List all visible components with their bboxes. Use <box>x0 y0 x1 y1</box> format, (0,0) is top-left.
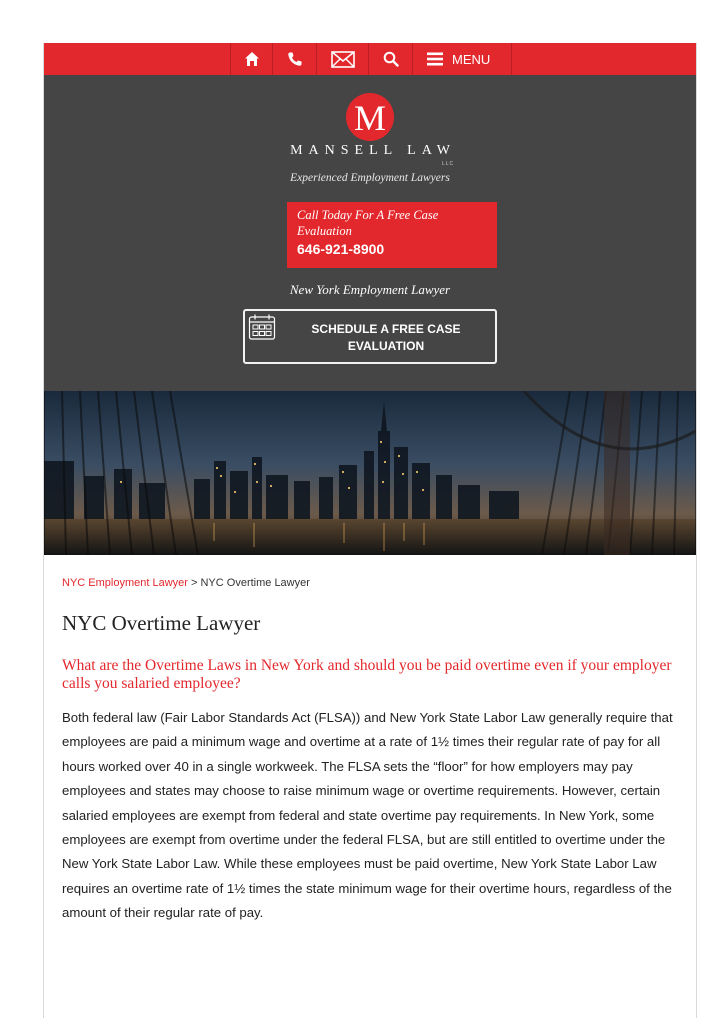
search-button[interactable] <box>368 43 412 75</box>
logo-name[interactable]: MANSELL LAW <box>290 143 456 158</box>
hamburger-icon <box>427 52 443 66</box>
home-icon <box>244 51 260 67</box>
mail-icon <box>331 51 355 68</box>
calendar-icon <box>248 313 276 341</box>
breadcrumb <box>62 577 310 589</box>
city-skyline-banner <box>44 391 696 555</box>
call-cta-box[interactable] <box>287 202 497 268</box>
logo-llc: LLC <box>442 161 455 167</box>
schedule-label: SCHEDULE A FREE CASE EVALUATION <box>311 322 461 353</box>
home-button[interactable] <box>230 43 272 75</box>
menu-label: MENU <box>452 51 491 67</box>
site-header <box>44 75 696 391</box>
menu-button[interactable] <box>412 43 512 75</box>
header-subtitle: New York Employment Lawyer <box>289 282 451 297</box>
logo-mark[interactable] <box>346 93 394 141</box>
search-icon <box>383 51 399 67</box>
page-title: NYC Overtime Lawyer <box>62 611 261 635</box>
cta-phone-number[interactable]: 646-921-8900 <box>297 241 385 257</box>
phone-icon <box>287 51 303 67</box>
breadcrumb-current: NYC Overtime Lawyer <box>200 577 310 589</box>
breadcrumb-link-employment-lawyer[interactable]: NYC Employment Lawyer <box>62 577 188 589</box>
body-paragraph: Both federal law (Fair Labor Standards Act (FLSA)) and New York State Labor Law generally require that employees are paid a minimum wage and overtime at a rate of 1½ times their regular rate of pay for all hours worked over 40 in a single workweek. The FLSA sets the “floor” for how employers may pay employees and states may choose to raise minimum wage or overtime requirements. However, certain salaried employees are exempt from federal and state overtime pay requirements. In New York, some employees are exempt from overtime under the federal FLSA, but are still entitled to overtime under the New York State Labor Law. While these employees must be paid overtime, New York State Labor Law requires an overtime rate of 1½ times the state minimum wage for their overtime hours, regardless of the amount of their regular rate of pay. <box>62 710 673 921</box>
page-frame <box>43 43 697 1018</box>
logo-letter: M <box>353 98 386 138</box>
breadcrumb-separator: > <box>187 577 201 589</box>
phone-button[interactable] <box>272 43 316 75</box>
tagline: Experienced Employment Lawyers <box>290 172 450 184</box>
cta-text: Call Today For A Free Case Evaluation <box>297 208 439 238</box>
section-subheading: What are the Overtime Laws in New York and should you be paid overtime even if your employer calls you salaried employee? <box>62 657 672 692</box>
schedule-evaluation-button[interactable] <box>243 309 497 364</box>
mail-button[interactable] <box>316 43 368 75</box>
top-nav-bar <box>44 43 696 75</box>
